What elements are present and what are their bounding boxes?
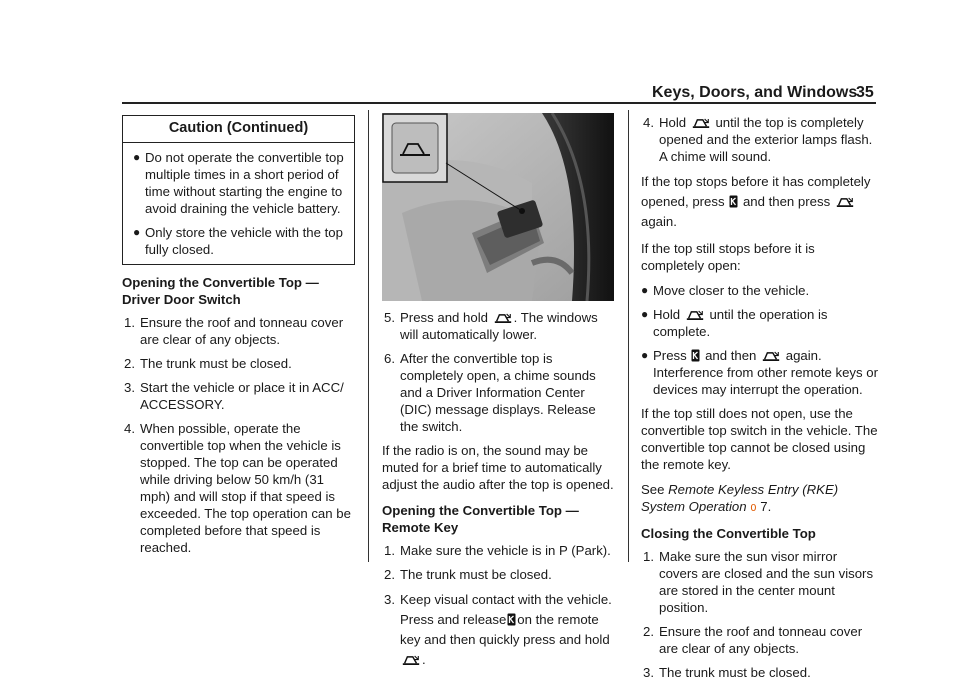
step-item: 2. The trunk must be closed. [124, 356, 292, 371]
step-item: 4. When possible, operate the convertible top when the vehicle is stopped. The top can be operated while driving below 50 km/h (31 mph) and will stop if that speed is exceeded. The top operation can be completed before that speed is reached. [124, 421, 351, 555]
bullet-icon: ● [133, 150, 141, 164]
step-item: 3. The trunk must be closed. [643, 665, 811, 680]
list-item: ● Hold until the operation is complete. [641, 307, 828, 339]
header-rule [122, 102, 876, 104]
convertible-top-icon [685, 309, 705, 322]
bullet-icon: ● [641, 307, 649, 321]
caution-title: Caution (Continued) [123, 116, 354, 143]
paragraph: If the top stops before it has completely opened, press and then press again. [641, 174, 871, 229]
paragraph: If the radio is on, the sound may be muted for a brief time to automatically adjust the audio after the top is opened. [382, 443, 614, 492]
remote-key-icon [507, 613, 516, 626]
caution-box [122, 115, 355, 265]
section-heading: Closing the Convertible Top [641, 526, 816, 541]
list-item: ● Press and then again. Interference from other remote keys or devices may interrupt the operation. [641, 348, 879, 397]
step-item: 5. Press and hold . The windows will automatically lower. [384, 310, 598, 342]
list-item: ● Only store the vehicle with the top fully closed. [133, 225, 343, 257]
step-item: 1. Make sure the sun visor mirror covers are closed and the sun visors are stored in the center mount position. [643, 549, 874, 615]
bullet-icon: ● [641, 283, 649, 297]
step-item: 3. Keep visual contact with the vehicle. Press and release on the remote key and then quickly press and hold . [384, 592, 612, 667]
bullet-icon: ● [133, 225, 141, 239]
column-divider [628, 110, 629, 562]
cross-reference[interactable]: See Remote Keyless Entry (RKE) System Operation 0 7. [641, 482, 839, 514]
section-heading: Opening the Convertible Top — Remote Key [382, 503, 579, 535]
paragraph: If the top still stops before it is completely open: [641, 241, 815, 273]
convertible-top-icon [835, 196, 855, 209]
remote-key-icon [729, 195, 738, 208]
paragraph: If the top still does not open, use the convertible top switch in the vehicle. The convertible top cannot be closed using the remote key. [641, 406, 878, 472]
step-item: 1. Ensure the roof and tonneau cover are clear of any objects. [124, 315, 344, 347]
list-item: ● Move closer to the vehicle. [641, 283, 810, 298]
column-2 [382, 110, 614, 677]
column-divider [368, 110, 369, 562]
step-item: 2. The trunk must be closed. [384, 567, 552, 582]
door-switch-photo [382, 113, 614, 301]
convertible-top-icon [493, 312, 513, 325]
step-item: 6. After the convertible top is completely open, a chime sounds and a Driver Information Center (DIC) message displays. Release the switch. [384, 351, 596, 434]
step-item: 1. Make sure the vehicle is in P (Park). [384, 543, 611, 558]
step-item: 2. Ensure the roof and tonneau cover are clear of any objects. [643, 624, 863, 656]
column-3 [641, 110, 878, 688]
remote-key-icon [691, 349, 700, 362]
section-title: Keys, Doors, and Windows [652, 84, 858, 101]
bullet-icon: ● [641, 348, 649, 362]
list-item: ● Do not operate the convertible top multiple times in a short period of time without starting the engine to avoid draining the vehicle battery. [133, 150, 344, 216]
convertible-top-icon [691, 117, 711, 130]
convertible-top-icon [401, 654, 421, 667]
column-1 [122, 110, 356, 563]
page-ref-arrow-icon: 0 [750, 503, 757, 514]
page-number: 35 [856, 84, 874, 101]
convertible-top-icon [761, 350, 781, 363]
step-item: 4. Hold until the top is completely opened and the exterior lamps flash. A chime will sound. [643, 115, 873, 164]
section-heading: Opening the Convertible Top — Driver Door Switch [122, 275, 319, 307]
step-item: 3. Start the vehicle or place it in ACC/ ACCESSORY. [124, 380, 344, 412]
